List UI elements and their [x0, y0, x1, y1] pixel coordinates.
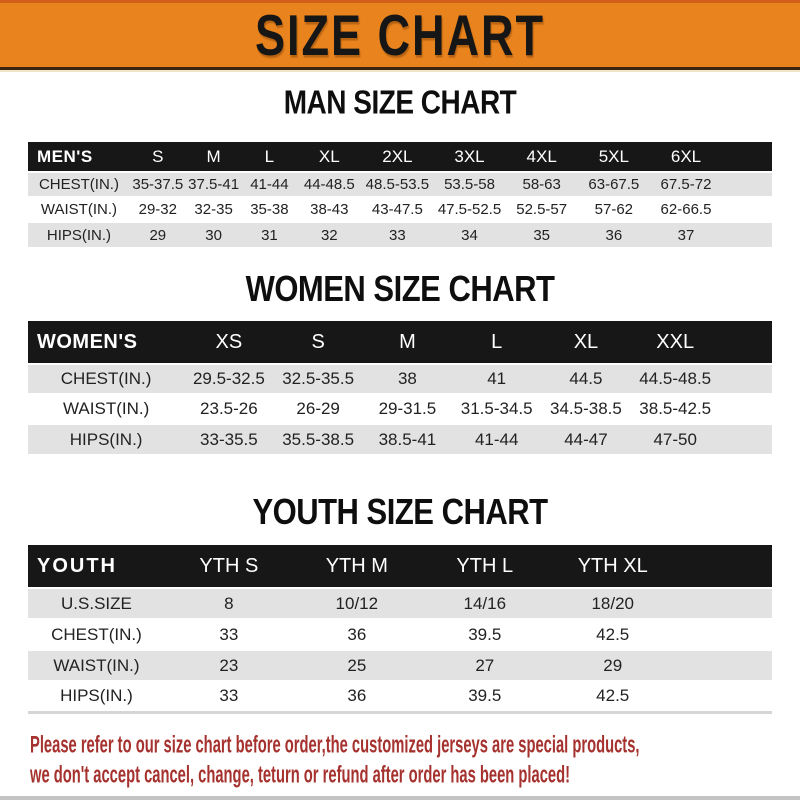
women-waist-cell: 31.5-34.5: [452, 394, 541, 424]
men-size-header-cell: S: [130, 142, 186, 172]
women-chest-cell: 44.5: [541, 364, 630, 394]
row-label: WAIST(IN.): [28, 650, 165, 681]
youth-ussize-row: [28, 588, 772, 619]
men-chest-cell: 41-44: [242, 172, 298, 197]
youth-size-header-cell: YTH S: [165, 545, 293, 588]
women-hips-cell: 41-44: [452, 424, 541, 454]
men-hips-cell: 30: [186, 222, 242, 247]
row-label: HIPS(IN.): [28, 222, 130, 247]
disclaimer-line-2: we don't accept cancel, change, teturn or refund after order has been placed!: [30, 760, 571, 788]
size-chart-banner: [0, 0, 800, 70]
men-waist-cell: 57-62: [578, 197, 650, 222]
men-size-header-cell: XL: [297, 142, 361, 172]
men-waist-cell: 29-32: [130, 197, 186, 222]
youth-hips-cell: 42.5: [549, 681, 677, 712]
youth-size-header-cell: YTH M: [293, 545, 421, 588]
women-chest-cell: 41: [452, 364, 541, 394]
spacer: [677, 681, 772, 712]
women-chest-cell: 29.5-32.5: [184, 364, 273, 394]
row-label: CHEST(IN.): [28, 172, 130, 197]
women-waist-row: [28, 394, 772, 424]
spacer: [720, 321, 772, 364]
youth-ussize-cell: 14/16: [421, 588, 549, 619]
men-chest-cell: 67.5-72: [650, 172, 722, 197]
youth-chest-cell: 42.5: [549, 619, 677, 650]
women-size-header-cell: M: [363, 321, 452, 364]
row-label: CHEST(IN.): [28, 364, 184, 394]
men-waist-cell: 52.5-57: [506, 197, 578, 222]
youth-hips-row: [28, 681, 772, 712]
men-chest-cell: 35-37.5: [130, 172, 186, 197]
youth-ussize-cell: 10/12: [293, 588, 421, 619]
youth-size-header-cell: YTH L: [421, 545, 549, 588]
men-waist-cell: 62-66.5: [650, 197, 722, 222]
men-size-table: [28, 142, 772, 247]
women-section-heading: WOMEN SIZE CHART: [245, 267, 555, 310]
women-hips-row: [28, 424, 772, 454]
men-waist-cell: 35-38: [242, 197, 298, 222]
youth-ussize-cell: 18/20: [549, 588, 677, 619]
youth-chest-row: [28, 619, 772, 650]
youth-table-label: YOUTH: [28, 545, 165, 588]
disclaimer-note: [30, 730, 800, 790]
men-chest-cell: 44-48.5: [297, 172, 361, 197]
youth-header-row: [28, 545, 772, 588]
men-size-header-cell: 5XL: [578, 142, 650, 172]
men-header-row: [28, 142, 772, 172]
men-chest-row: [28, 172, 772, 197]
spacer: [720, 424, 772, 454]
women-hips-cell: 47-50: [631, 424, 720, 454]
women-size-header-cell: S: [274, 321, 363, 364]
youth-chest-cell: 39.5: [421, 619, 549, 650]
women-waist-cell: 29-31.5: [363, 394, 452, 424]
women-header-row: [28, 321, 772, 364]
men-hips-cell: 29: [130, 222, 186, 247]
youth-chest-cell: 33: [165, 619, 293, 650]
youth-ussize-cell: 8: [165, 588, 293, 619]
row-label: HIPS(IN.): [28, 681, 165, 712]
men-waist-cell: 43-47.5: [361, 197, 433, 222]
women-chest-cell: 32.5-35.5: [274, 364, 363, 394]
spacer: [677, 619, 772, 650]
men-size-header-cell: M: [186, 142, 242, 172]
youth-hips-cell: 36: [293, 681, 421, 712]
women-waist-cell: 23.5-26: [184, 394, 273, 424]
row-label: HIPS(IN.): [28, 424, 184, 454]
row-label: WAIST(IN.): [28, 394, 184, 424]
men-hips-cell: 32: [297, 222, 361, 247]
spacer: [722, 197, 772, 222]
men-waist-cell: 47.5-52.5: [433, 197, 505, 222]
women-size-header-cell: XL: [541, 321, 630, 364]
men-chest-cell: 53.5-58: [433, 172, 505, 197]
women-size-header-cell: L: [452, 321, 541, 364]
men-waist-cell: 32-35: [186, 197, 242, 222]
banner-divider: [0, 70, 800, 72]
youth-hips-cell: 39.5: [421, 681, 549, 712]
spacer: [720, 364, 772, 394]
men-table-label: MEN'S: [28, 142, 130, 172]
women-waist-cell: 26-29: [274, 394, 363, 424]
youth-size-table: [28, 545, 772, 714]
women-chest-cell: 44.5-48.5: [631, 364, 720, 394]
women-hips-cell: 33-35.5: [184, 424, 273, 454]
women-chest-row: [28, 364, 772, 394]
women-table-label: WOMEN'S: [28, 321, 184, 364]
youth-section-heading: YOUTH SIZE CHART: [252, 490, 548, 533]
men-hips-cell: 37: [650, 222, 722, 247]
men-size-header-cell: 4XL: [506, 142, 578, 172]
men-size-header-cell: 6XL: [650, 142, 722, 172]
spacer: [722, 142, 772, 172]
youth-size-header-cell: YTH XL: [549, 545, 677, 588]
spacer: [677, 588, 772, 619]
banner-title: SIZE CHART: [254, 2, 546, 68]
men-size-header-cell: L: [242, 142, 298, 172]
men-hips-cell: 35: [506, 222, 578, 247]
bottom-edge-strip: [0, 796, 800, 800]
youth-waist-cell: 25: [293, 650, 421, 681]
youth-waist-cell: 29: [549, 650, 677, 681]
men-waist-row: [28, 197, 772, 222]
men-section-heading: MAN SIZE CHART: [283, 84, 517, 121]
men-hips-cell: 33: [361, 222, 433, 247]
disclaimer-line-1: Please refer to our size chart before order,the customized jerseys are special products,: [30, 730, 640, 758]
women-hips-cell: 38.5-41: [363, 424, 452, 454]
women-size-header-cell: XS: [184, 321, 273, 364]
women-size-table: [28, 321, 772, 454]
men-chest-cell: 63-67.5: [578, 172, 650, 197]
men-hips-cell: 31: [242, 222, 298, 247]
men-chest-cell: 37.5-41: [186, 172, 242, 197]
women-hips-cell: 35.5-38.5: [274, 424, 363, 454]
men-chest-cell: 48.5-53.5: [361, 172, 433, 197]
youth-waist-cell: 23: [165, 650, 293, 681]
row-label: CHEST(IN.): [28, 619, 165, 650]
youth-chest-cell: 36: [293, 619, 421, 650]
spacer: [722, 222, 772, 247]
men-size-header-cell: 2XL: [361, 142, 433, 172]
youth-hips-cell: 33: [165, 681, 293, 712]
spacer: [677, 545, 772, 588]
women-waist-cell: 38.5-42.5: [631, 394, 720, 424]
spacer: [677, 650, 772, 681]
youth-waist-row: [28, 650, 772, 681]
row-label: U.S.SIZE: [28, 588, 165, 619]
men-waist-cell: 38-43: [297, 197, 361, 222]
men-hips-cell: 36: [578, 222, 650, 247]
women-hips-cell: 44-47: [541, 424, 630, 454]
men-hips-cell: 34: [433, 222, 505, 247]
men-chest-cell: 58-63: [506, 172, 578, 197]
women-waist-cell: 34.5-38.5: [541, 394, 630, 424]
row-label: WAIST(IN.): [28, 197, 130, 222]
women-chest-cell: 38: [363, 364, 452, 394]
men-hips-row: [28, 222, 772, 247]
spacer: [722, 172, 772, 197]
spacer: [720, 394, 772, 424]
men-size-header-cell: 3XL: [433, 142, 505, 172]
women-size-header-cell: XXL: [631, 321, 720, 364]
youth-waist-cell: 27: [421, 650, 549, 681]
